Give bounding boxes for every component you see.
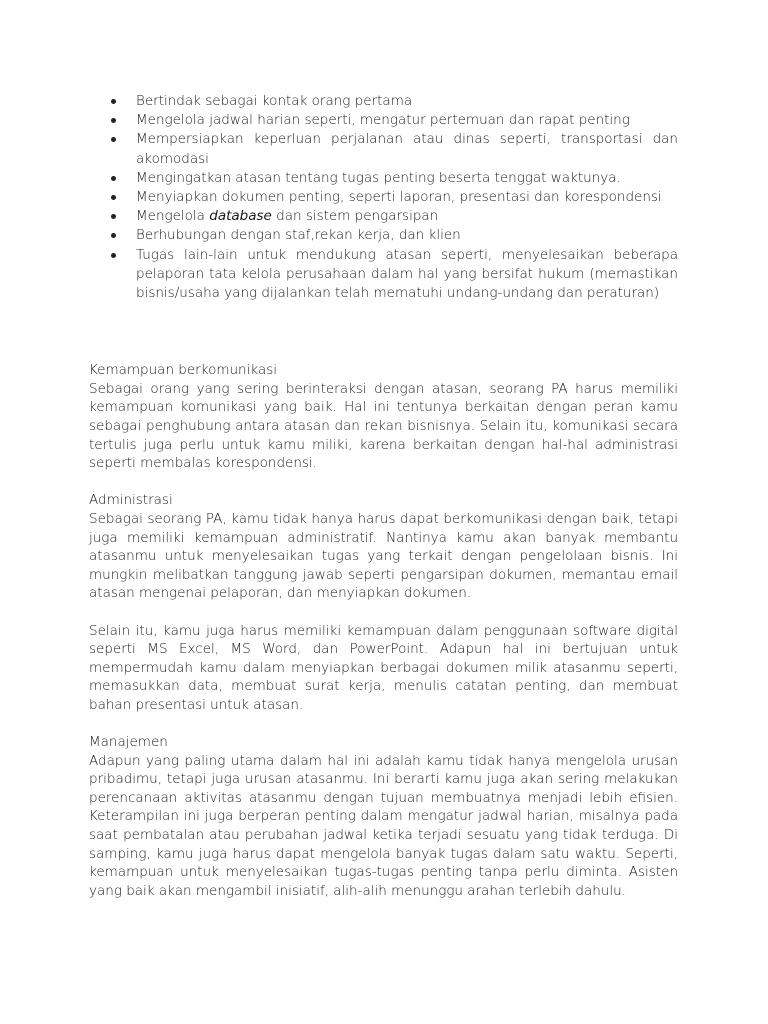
document-page <box>89 92 678 900</box>
list-item <box>89 207 678 226</box>
list-item-text: Tugas lain-lain untuk mendukung atasan seperti, menyelesaikan beberapa pelaporan tata kelola perusahaan dalam hal yang bersifat hukum (memastikan bisnis/usaha yang dijalankan telah mematuhi undang-undang dan peraturan) <box>136 246 678 302</box>
task-list <box>89 92 678 303</box>
paragraph: Selain itu, kamu juga harus memiliki kemampuan dalam penggunaan software digital seperti MS Excel, MS Word, dan PowerPoint. Adapun hal ini bertujuan untuk mempermudah kamu dalam menyiapkan berbagai dokumen milik atasanmu seperti, memasukkan data, membuat surat kerja, menulis catatan penting, dan membuat bahan presentasi untuk atasan. <box>89 622 678 713</box>
list-item-text: Mengelola <box>136 208 210 225</box>
list-item-text: Mempersiapkan keperluan perjalanan atau dinas seperti, transportasi dan akomodasi <box>136 131 678 167</box>
section-manajemen <box>89 733 678 900</box>
section-komunikasi <box>89 361 678 473</box>
paragraph: Sebagai seorang PA, kamu tidak hanya harus dapat berkomunikasi dengan baik, tetapi juga memiliki kemampuan administratif. Nantinya kamu akan banyak membantu atasanmu untuk menyelesaikan tugas yang terkait dengan pengelolaan bisnis. Ini mungkin melibatkan tanggung jawab seperti pengarsipan dokumen, memantau email atasan mengenai pelaporan, dan menyiapkan dokumen. <box>89 510 678 602</box>
section-heading: Kemampuan berkomunikasi <box>89 362 277 379</box>
list-item-text: Berhubungan dengan staf,rekan kerja, dan klien <box>136 227 461 244</box>
bullet-icon <box>111 253 116 258</box>
list-item <box>89 169 678 188</box>
paragraph: Sebagai orang yang sering berinteraksi dengan atasan, seorang PA harus memiliki kemampuan komunikasi yang baik. Hal ini tentunya berkaitan dengan peran kamu sebagai penghubung antara atasan dan rekan bisnisnya. Selain itu, komunikasi secara tertulis juga perlu untuk kamu miliki, karena berkaitan dengan hal-hal administrasi seperti membalas korespondensi. <box>89 380 678 472</box>
list-item <box>89 246 678 304</box>
list-item <box>89 188 678 207</box>
list-item-text: Mengelola jadwal harian seperti, mengatur pertemuan dan rapat penting <box>136 112 630 129</box>
list-item <box>89 130 678 168</box>
section-heading: Administrasi <box>89 492 173 509</box>
bullet-icon <box>111 214 116 219</box>
bullet-icon <box>111 195 116 200</box>
list-item-text: Bertindak sebagai kontak orang pertama <box>136 93 413 109</box>
paragraph: Adapun yang paling utama dalam hal ini adalah kamu tidak hanya mengelola urusan pribadimu, tetapi juga urusan atasanmu. Ini berarti kamu juga akan sering melakukan perencanaan aktivitas atasanmu dengan tujuan membuatnya menjadi lebih efisien. Keterampilan ini juga berperan penting dalam mengatur jadwal harian, misalnya pada saat pembatalan atau perubahan jadwal ketika terjadi sesuatu yang tidak terduga. Di samping, kamu juga harus dapat mengelola banyak tugas dalam satu waktu. Seperti, kemampuan untuk menyelesaikan tugas-tugas penting tanpa perlu diminta. Asisten yang baik akan mengambil inisiatif, alih-alih menunggu arahan terlebih dahulu. <box>89 752 678 899</box>
bullet-icon <box>111 99 116 104</box>
list-item-emphasis: database <box>209 208 272 225</box>
bullet-icon <box>111 176 116 181</box>
bullet-icon <box>111 137 116 142</box>
list-item-text: Menyiapkan dokumen penting, seperti laporan, presentasi dan korespondensi <box>136 189 662 206</box>
list-item <box>89 92 678 111</box>
list-item-text: dan sistem pengarsipan <box>271 208 439 225</box>
list-item <box>89 111 678 130</box>
section-administrasi <box>89 491 678 714</box>
list-item-text: Mengingatkan atasan tentang tugas penting beserta tenggat waktunya. <box>136 169 621 186</box>
bullet-icon <box>111 118 116 123</box>
list-item <box>89 226 678 245</box>
section-heading: Manajemen <box>89 734 168 751</box>
bullet-icon <box>111 233 116 238</box>
